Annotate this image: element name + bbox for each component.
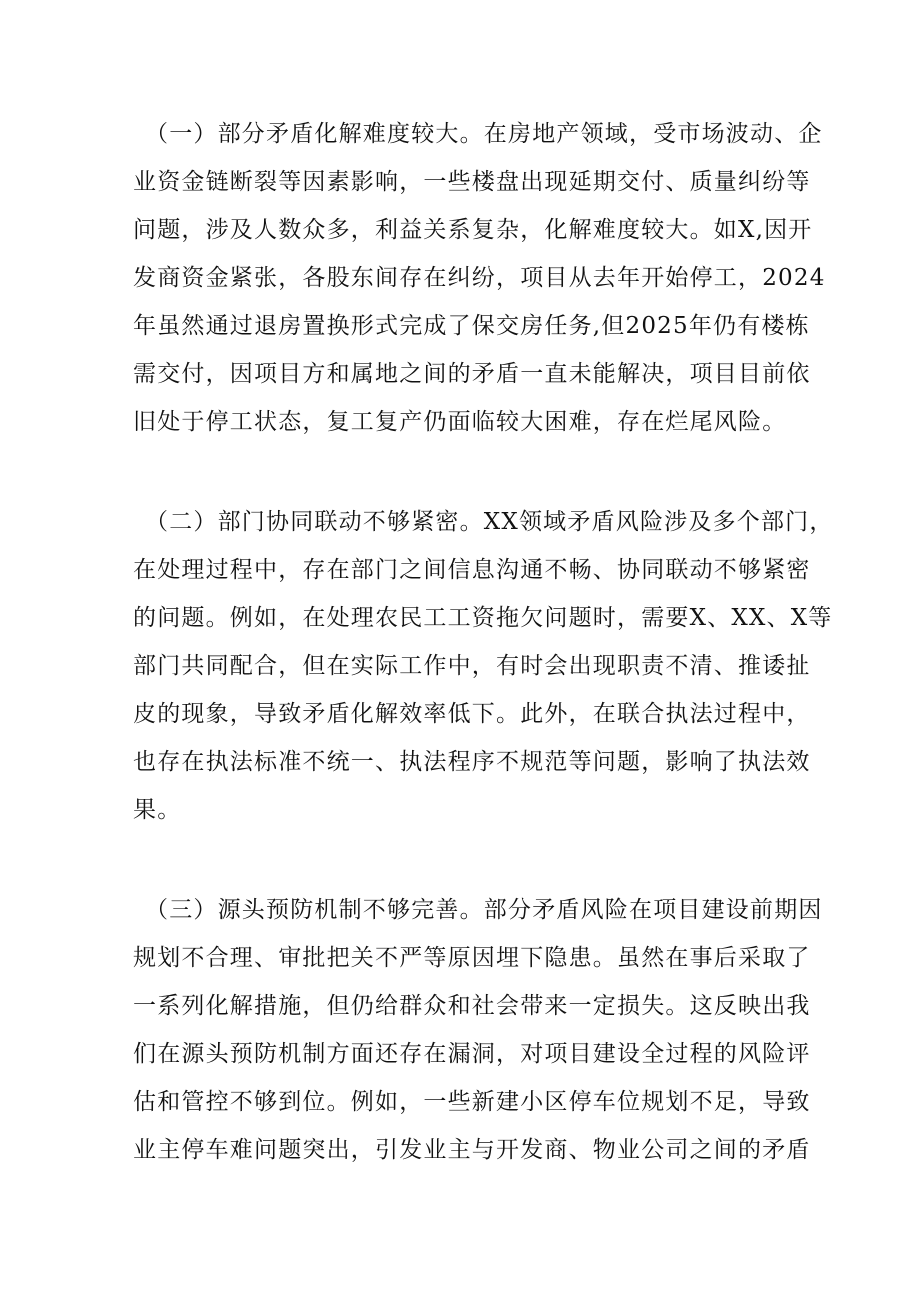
text-line: 业资金链断裂等因素影响，一些楼盘出现延期交付、质量纠纷等 <box>133 169 811 195</box>
text-line: 也存在执法标准不统一、执法程序不规范等问题，影响了执法效 <box>133 749 811 775</box>
text-line: 在处理过程中，存在部门之间信息沟通不畅、协同联动不够紧密 <box>133 557 811 583</box>
text-line: （一）部分矛盾化解难度较大。在房地产领域，受市场波动、企 <box>145 121 823 147</box>
text-line: 们在源头预防机制方面还存在漏洞，对项目建设全过程的风险评 <box>133 1041 811 1067</box>
text-line: 一系列化解措施，但仍给群众和社会带来一定损失。这反映出我 <box>133 993 811 1019</box>
text-line: 估和管控不够到位。例如，一些新建小区停车位规划不足，导致 <box>133 1089 811 1115</box>
text-line: 需交付，因项目方和属地之间的矛盾一直未能解决，项目目前依 <box>133 361 811 387</box>
text-line: 问题，涉及人数众多，利益关系复杂，化解难度较大。如X,因开 <box>133 217 813 243</box>
text-line: 年虽然通过退房置换形式完成了保交房任务,但2025年仍有楼栋 <box>133 313 810 339</box>
text-line: 发商资金紧张，各股东间存在纠纷，项目从去年开始停工，2024 <box>133 265 826 291</box>
text-line: 果。 <box>133 797 182 823</box>
text-line: （三）源头预防机制不够完善。部分矛盾风险在项目建设前期因 <box>145 897 823 923</box>
text-line: 规划不合理、审批把关不严等原因埋下隐患。虽然在事后采取了 <box>133 945 811 971</box>
paragraph-3 <box>133 886 823 1174</box>
paragraph-2 <box>133 498 834 834</box>
text-line: 业主停车难问题突出，引发业主与开发商、物业公司之间的矛盾 <box>133 1137 811 1163</box>
text-line: （二）部门协同联动不够紧密。XX领域矛盾风险涉及多个部门， <box>145 509 834 535</box>
text-line: 皮的现象，导致矛盾化解效率低下。此外，在联合执法过程中， <box>133 701 811 727</box>
text-line: 旧处于停工状态，复工复产仍面临较大困难，存在烂尾风险。 <box>133 409 787 435</box>
text-line: 的问题。例如，在处理农民工工资拖欠问题时，需要X、XX、X等 <box>133 605 833 631</box>
paragraph-1 <box>133 110 826 446</box>
text-line: 部门共同配合，但在实际工作中，有时会出现职责不清、推诿扯 <box>133 653 811 679</box>
